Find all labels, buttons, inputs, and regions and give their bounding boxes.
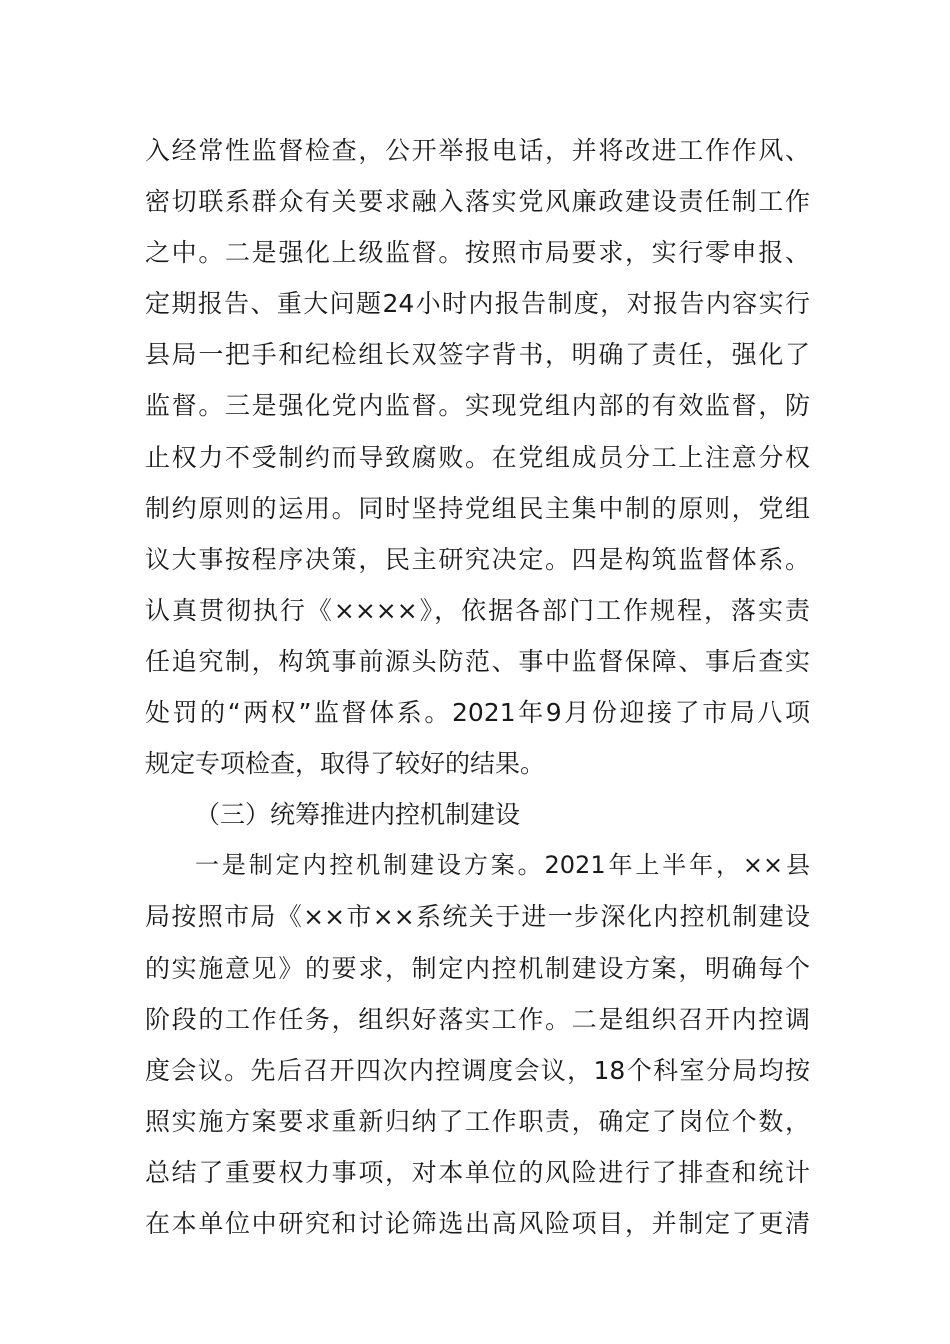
text-line: 制约原则的运用。同时坚持党组民主集中制的原则，党组: [145, 493, 810, 523]
text-line: 止权力不受制约而导致腐败。在党组成员分工上注意分权: [145, 442, 810, 472]
text-line: 局按照市局《××市××系统关于进一步深化内控机制建设: [145, 902, 810, 932]
paragraph-first-line: 一是制定内控机制建设方案。2021年上半年，××县: [195, 851, 810, 880]
text-line: 密切联系群众有关要求融入落实党风廉政建设责任制工作: [145, 187, 810, 217]
text-line: 议大事按程序决策，民主研究决定。四是构筑监督体系。: [145, 544, 810, 574]
text-line: 照实施方案要求重新归纳了工作职责，确定了岗位个数，: [145, 1106, 810, 1136]
text-line: 定期报告、重大问题24小时内报告制度，对报告内容实行: [145, 289, 810, 319]
text-line: 总结了重要权力事项，对本单位的风险进行了排查和统计: [145, 1157, 810, 1187]
text-line: 阶段的工作任务，组织好落实工作。二是组织召开内控调: [145, 1004, 810, 1034]
paragraph-last-line: 规定专项检查，取得了较好的结果。: [145, 749, 546, 779]
document-body: [145, 125, 810, 1249]
text-line: 任追究制，构筑事前源头防范、事中监督保障、事后查实: [145, 646, 810, 676]
text-line: 认真贯彻执行《××××》，依据各部门工作规程，落实责: [145, 595, 810, 625]
text-line: 在本单位中研究和讨论筛选出高风险项目，并制定了更清: [145, 1208, 810, 1238]
text-line: 之中。二是强化上级监督。按照市局要求，实行零申报、: [145, 238, 810, 268]
text-line: 县局一把手和纪检组长双签字背书，明确了责任，强化了: [145, 340, 810, 370]
text-line: 的实施意见》的要求，制定内控机制建设方案，明确每个: [145, 953, 810, 983]
text-line: 监督。三是强化党内监督。实现党组内部的有效监督，防: [145, 391, 810, 421]
text-line: 处罚的“两权”监督体系。2021年9月份迎接了市局八项: [145, 698, 810, 728]
text-line: 入经常性监督检查，公开举报电话，并将改进工作作风、: [145, 136, 810, 165]
section-heading: （三）统筹推进内控机制建设: [195, 800, 521, 830]
text-line: 度会议。先后召开四次内控调度会议，18个科室分局均按: [145, 1055, 810, 1085]
